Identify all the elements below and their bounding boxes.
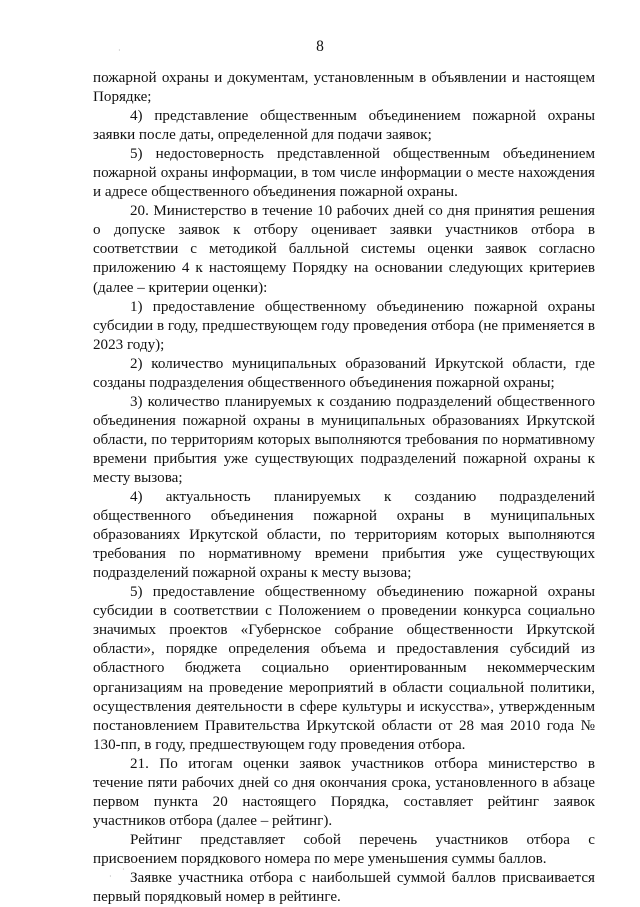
scan-speck: · bbox=[118, 46, 121, 55]
paragraph-item-4: 4) представление общественным объединением пожарной охраны заявки после даты, определенной для подачи заявок; bbox=[93, 108, 595, 144]
scan-speck: · bbox=[122, 865, 125, 874]
paragraph-rating-first-number: Заявке участника отбора с наибольшей суммой баллов присваивается первый порядковый номер в рейтинге. bbox=[93, 869, 595, 906]
paragraph-criterion-3: 3) количество планируемых к созданию подразделений общественного объединения пожарной охраны в муниципальных образованиях Иркутской области, по территориям которых выполняются требования по нормативному времени прибытия уже существующих подразделений пожарной охраны к месту вызова; bbox=[93, 393, 595, 486]
paragraph-clause-20: 20. Министерство в течение 10 рабочих дней со дня принятия решения о допуске заявок к отбору оценивает заявки участников отбора в соответствии с методикой балльной системы оценки заявок согласно приложению 4 к настоящему Порядку на основании следующих критериев (далее – критерии оценки): bbox=[93, 203, 595, 296]
paragraph-clause-21: 21. По итогам оценки заявок участников отбора министерство в течение пяти рабочих дней со дня окончания срока, установленного в абзаце первом пункта 20 настоящего Порядка, составляет рейтинг заявок участников отбора (далее – рейтинг). bbox=[93, 755, 595, 829]
paragraph-item-5: 5) недостоверность представленной общественным объединением пожарной охраны информации, в том числе информации о месте нахождения и адресе общественного объединения пожарной охраны. bbox=[93, 146, 595, 201]
scan-speck: · bbox=[109, 872, 112, 881]
page-number: 8 bbox=[316, 38, 324, 55]
paragraph-criterion-4: 4) актуальность планируемых к созданию подразделений общественного объединения пожарной охраны в муниципальных образованиях Иркутской области, по территориям которых выполняются требования по нормативному времени прибытия уже существующих подразделений пожарной охраны к месту вызова; bbox=[93, 489, 595, 582]
paragraph-criterion-5: 5) предоставление общественному объединению пожарной охраны субсидии в соответствии с Положением о проведении конкурса социально значимых проектов «Губернское собрание общественности Иркутской области», порядке определения объема и предоставления субсидий из областного бюджета социально ориентированным некоммерческим организациям на проведение мероприятий в области социальной политики, осуществления деятельности в сфере культуры и искусства», утвержденным постановлением Правительства Иркутской области от 28 мая 2010 года № 130-пп, в году, предшествующем году проведения отбора. bbox=[93, 584, 595, 753]
paragraph-rating-definition: Рейтинг представляет собой перечень участников отбора с присвоением порядкового номера по мере уменьшения суммы баллов. bbox=[93, 831, 595, 867]
paragraph-criterion-1: 1) предоставление общественному объединению пожарной охраны субсидии в году, предшествующем году проведения отбора (не применяется в 2023 году); bbox=[93, 298, 595, 353]
document-body bbox=[93, 69, 595, 907]
paragraph-criterion-2: 2) количество муниципальных образований Иркутской области, где созданы подразделения общественного объединения пожарной охраны; bbox=[93, 355, 595, 391]
paragraph-continuation: пожарной охраны и документам, установленным в объявлении и настоящем Порядке; bbox=[93, 70, 595, 106]
